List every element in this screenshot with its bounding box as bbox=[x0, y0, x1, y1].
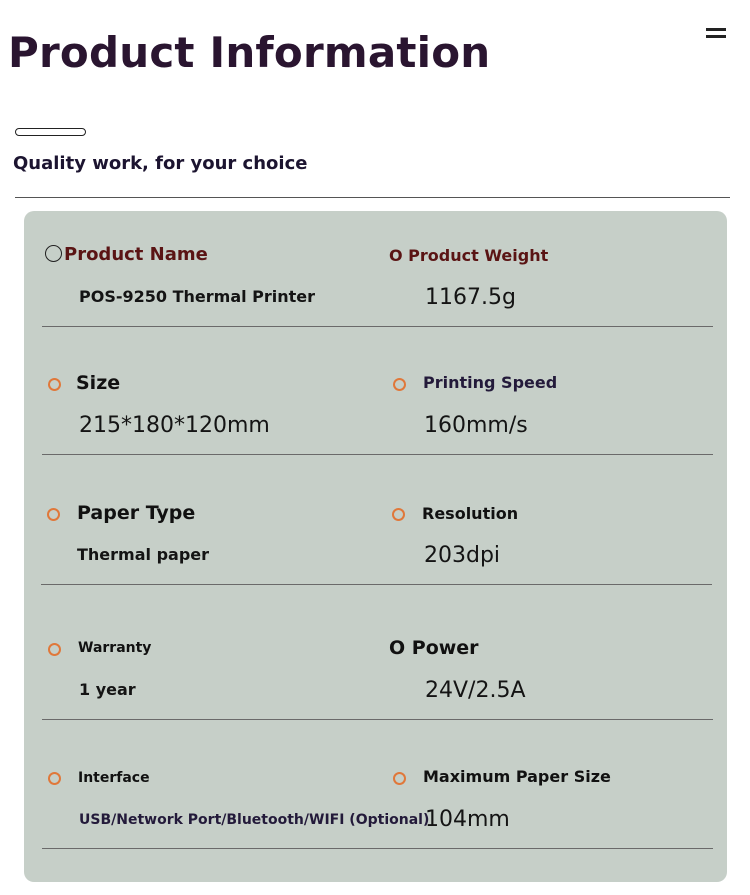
resolution-value: 203dpi bbox=[424, 543, 501, 568]
bullet-circle-icon bbox=[48, 643, 61, 656]
warranty-label: Warranty bbox=[78, 640, 152, 656]
menu-icon[interactable] bbox=[706, 28, 726, 40]
bullet-circle-icon bbox=[393, 772, 406, 785]
power-value: 24V/2.5A bbox=[425, 678, 526, 703]
product-name-value: POS-9250 Thermal Printer bbox=[79, 287, 316, 306]
bullet-circle-icon bbox=[48, 378, 61, 391]
row-divider bbox=[41, 584, 712, 585]
paper-type-value: Thermal paper bbox=[77, 545, 210, 564]
page-subtitle: Quality work, for your choice bbox=[13, 153, 308, 174]
bullet-circle-icon bbox=[392, 508, 405, 521]
interface-value: USB/Network Port/Bluetooth/WIFI (Optional) bbox=[79, 812, 430, 828]
paper-type-label: Paper Type bbox=[77, 502, 196, 524]
bullet-circle-icon bbox=[45, 245, 62, 262]
size-value: 215*180*120mm bbox=[79, 413, 270, 438]
menu-bar bbox=[706, 28, 726, 31]
product-weight-value: 1167.5g bbox=[425, 285, 516, 310]
decorative-pill bbox=[15, 128, 86, 136]
product-name-label: Product Name bbox=[64, 244, 208, 265]
row-divider bbox=[42, 719, 713, 720]
printing-speed-label: Printing Speed bbox=[423, 373, 558, 392]
bullet-circle-icon bbox=[47, 508, 60, 521]
max-paper-size-value: 104mm bbox=[425, 807, 510, 832]
product-weight-label: O Product Weight bbox=[389, 246, 549, 265]
power-label: O Power bbox=[389, 637, 479, 659]
size-label: Size bbox=[76, 372, 121, 394]
row-divider bbox=[42, 848, 713, 849]
menu-bar bbox=[706, 35, 726, 38]
page-title: Product Information bbox=[8, 28, 491, 77]
bullet-circle-icon bbox=[48, 772, 61, 785]
warranty-value: 1 year bbox=[79, 680, 136, 699]
header-divider bbox=[15, 197, 730, 198]
max-paper-size-label: Maximum Paper Size bbox=[423, 767, 611, 786]
resolution-label: Resolution bbox=[422, 504, 519, 523]
row-divider bbox=[42, 326, 713, 327]
row-divider bbox=[42, 454, 713, 455]
interface-label: Interface bbox=[78, 770, 150, 786]
printing-speed-value: 160mm/s bbox=[424, 413, 528, 438]
bullet-circle-icon bbox=[393, 378, 406, 391]
